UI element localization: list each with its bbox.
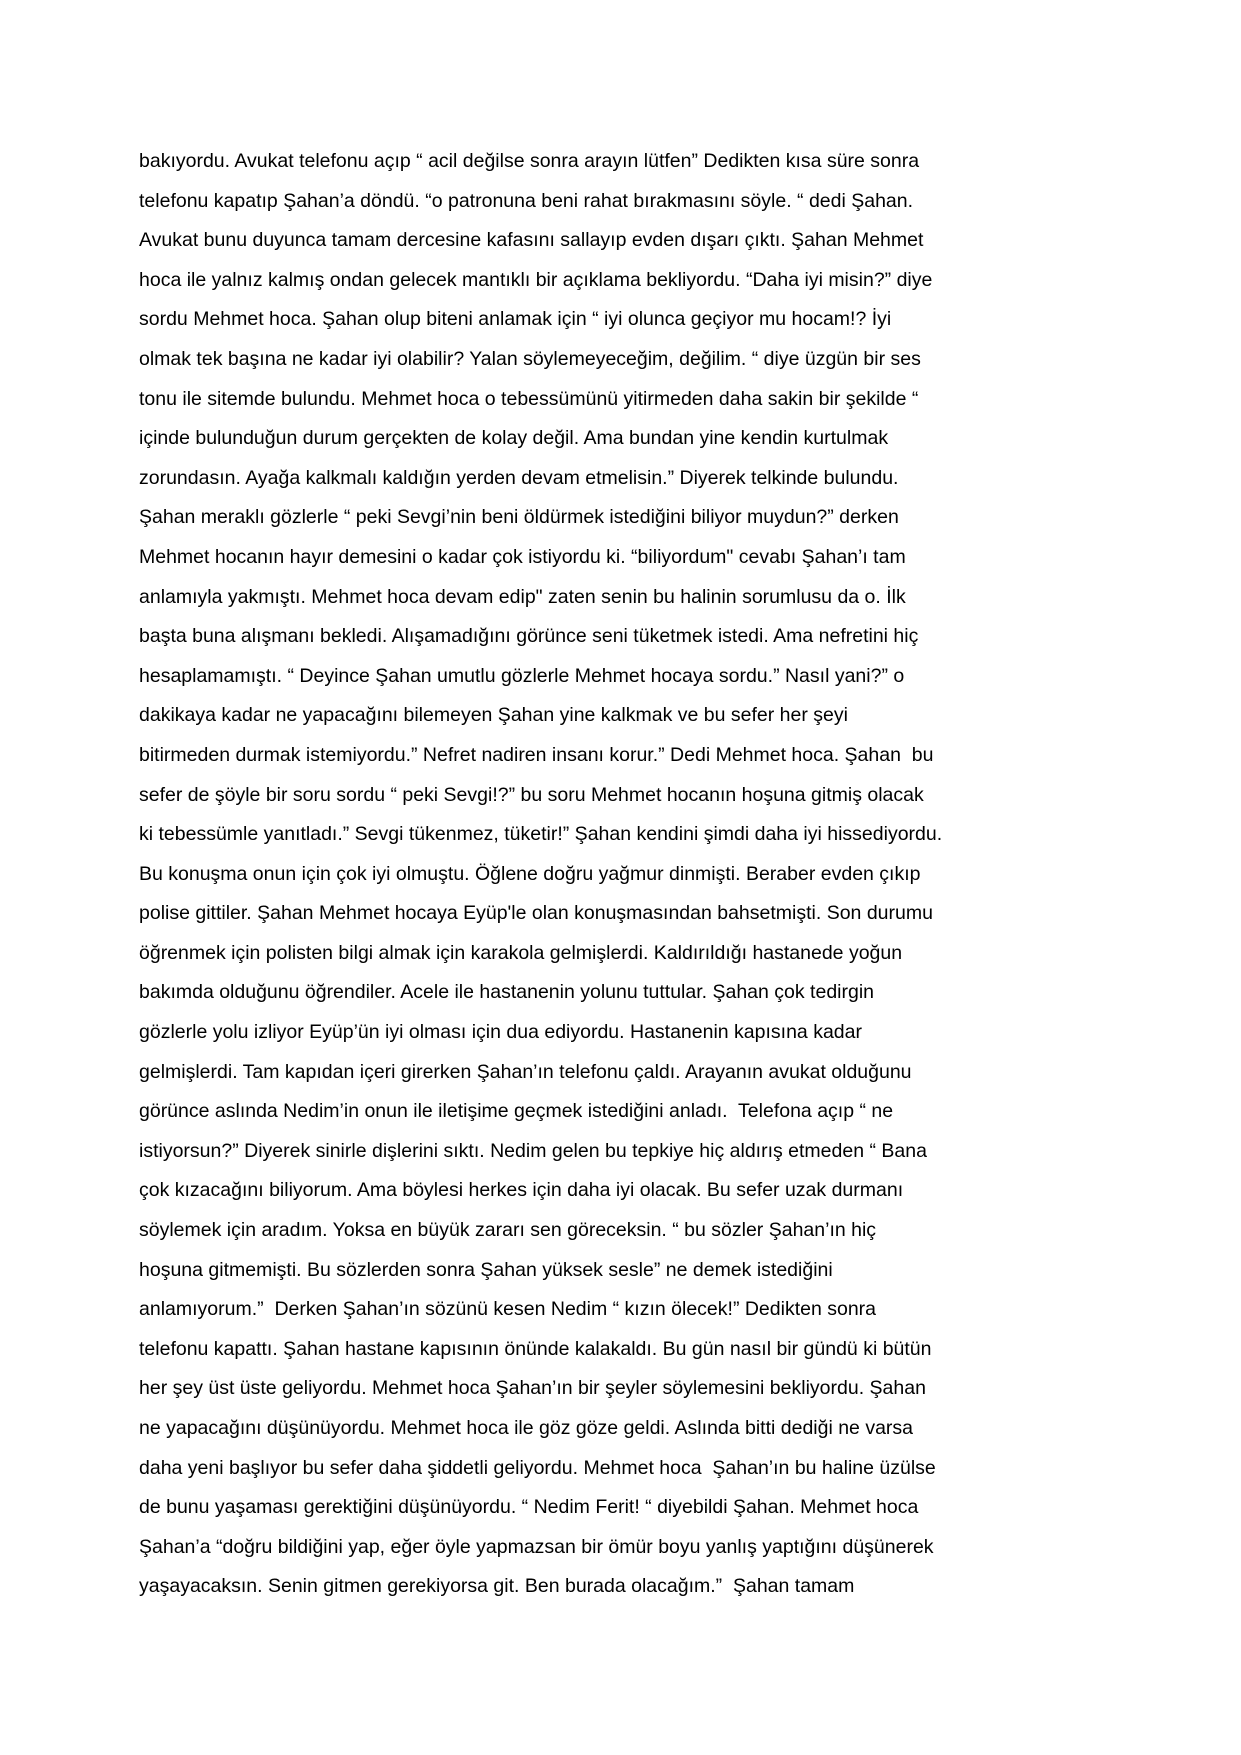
text-line: dakikaya kadar ne yapacağını bilemeyen Şahan yine kalkmak ve bu sefer her şeyi (139, 704, 848, 727)
text-line: öğrenmek için polisten bilgi almak için karakola gelmişlerdi. Kaldırıldığı hastanede yoğun (139, 941, 903, 964)
text-line: hesaplamamıştı. “ Deyince Şahan umutlu gözlerle Mehmet hocaya sordu.” Nasıl yani?” o (139, 664, 905, 687)
text-line: içinde bulunduğun durum gerçekten de kolay değil. Ama bundan yine kendin kurtulmak (139, 427, 889, 450)
text-line: her şey üst üste geliyordu. Mehmet hoca Şahan’ın bir şeyler söylemesini bekliyordu. Şahan (139, 1377, 926, 1400)
text-line: istiyorsun?” Diyerek sinirle dişlerini sıktı. Nedim gelen bu tepkiye hiç aldırış etmeden “ Bana (139, 1139, 927, 1162)
text-line: ki tebessümle yanıtladı.” Sevgi tükenmez, tüketir!” Şahan kendini şimdi daha iyi hissediyordu. (139, 823, 943, 846)
text-line: bakımda olduğunu öğrendiler. Acele ile hastanenin yolunu tuttular. Şahan çok tedirgin (139, 981, 875, 1004)
text-line: tonu ile sitemde bulundu. Mehmet hoca o tebessümünü yitirmeden daha sakin bir şekilde “ (139, 387, 919, 410)
text-line: çok kızacağını biliyorum. Ama böylesi herkes için daha iyi olacak. Bu sefer uzak durmanı (139, 1179, 904, 1202)
text-block (139, 142, 1119, 1607)
text-line: yaşayacaksın. Senin gitmen gerekiyorsa git. Ben burada olacağım.” Şahan tamam (139, 1575, 855, 1598)
text-line: zorundasın. Ayağa kalkmalı kaldığın yerden devam etmelisin.” Diyerek telkinde bulundu. (139, 466, 899, 489)
text-line: telefonu kapattı. Şahan hastane kapısının önünde kalakaldı. Bu gün nasıl bir gündü ki bütün (139, 1337, 932, 1360)
text-line: anlamıyorum.” Derken Şahan’ın sözünü kesen Nedim “ kızın ölecek!” Dedikten sonra (139, 1298, 877, 1321)
text-line: sefer de şöyle bir soru sordu “ peki Sevgi!?” bu soru Mehmet hocanın hoşuna gitmiş olacak (139, 783, 924, 806)
text-line: de bunu yaşaması gerektiğini düşünüyordu. “ Nedim Ferit! “ diyebildi Şahan. Mehmet hoca (139, 1496, 919, 1519)
text-line: Avukat bunu duyunca tamam dercesine kafasını sallayıp evden dışarı çıktı. Şahan Mehmet (139, 229, 924, 252)
text-line: Mehmet hocanın hayır demesini o kadar çok istiyordu ki. “biliyordum" cevabı Şahan’ı tam (139, 545, 906, 568)
text-line: olmak tek başına ne kadar iyi olabilir? Yalan söylemeyeceğim, değilim. “ diye üzgün bir ses (139, 347, 921, 370)
text-line: hoca ile yalnız kalmış ondan gelecek mantıklı bir açıklama bekliyordu. “Daha iyi misin?” diye (139, 268, 933, 291)
text-line: gözlerle yolu izliyor Eyüp’ün iyi olması için dua ediyordu. Hastanenin kapısına kadar (139, 1021, 862, 1044)
text-line: anlamıyla yakmıştı. Mehmet hoca devam edip" zaten senin bu halinin sorumlusu da o. İlk (139, 585, 906, 608)
text-line: telefonu kapatıp Şahan’a döndü. “o patronuna beni rahat bırakmasını söyle. “ dedi Şahan. (139, 189, 914, 212)
text-line: bitirmeden durmak istemiyordu.” Nefret nadiren insanı korur.” Dedi Mehmet hoca. Şahan bu (139, 743, 934, 766)
text-line: ne yapacağını düşünüyordu. Mehmet hoca ile göz göze geldi. Aslında bitti dediği ne varsa (139, 1417, 914, 1439)
text-line: Şahan meraklı gözlerle “ peki Sevgi’nin beni öldürmek istediğini biliyor muydun?” derken (139, 506, 899, 529)
text-line: görünce aslında Nedim’in onun ile iletişime geçmek istediğini anladı. Telefona açıp “ ne (139, 1100, 894, 1123)
text-line: sordu Mehmet hoca. Şahan olup biteni anlamak için “ iyi olunca geçiyor mu hocam!? İyi (139, 308, 892, 331)
text-line: gelmişlerdi. Tam kapıdan içeri girerken Şahan’ın telefonu çaldı. Arayanın avukat olduğunu (139, 1060, 912, 1083)
text-line: daha yeni başlıyor bu sefer daha şiddetli geliyordu. Mehmet hoca Şahan’ın bu haline üzülse (139, 1456, 936, 1479)
text-line: polise gittiler. Şahan Mehmet hocaya Eyüp'le olan konuşmasından bahsetmişti. Son durumu (139, 902, 933, 925)
text-line: başta buna alışmanı bekledi. Alışamadığını görünce seni tüketmek istedi. Ama nefretini hiç (139, 625, 919, 648)
text-line: hoşuna gitmemişti. Bu sözlerden sonra Şahan yüksek sesle” ne demek istediğini (139, 1258, 833, 1281)
text-line: söylemek için aradım. Yoksa en büyük zararı sen göreceksin. “ bu sözler Şahan’ın hiç (139, 1219, 877, 1242)
text-line: Şahan’a “doğru bildiğini yap, eğer öyle yapmazsan bir ömür boyu yanlış yaptığını düşünerek (139, 1535, 934, 1558)
text-line: Bu konuşma onun için çok iyi olmuştu. Öğlene doğru yağmur dinmişti. Beraber evden çıkıp (139, 862, 921, 885)
text-line: bakıyordu. Avukat telefonu açıp “ acil değilse sonra arayın lütfen” Dedikten kısa süre sonra (139, 150, 920, 172)
